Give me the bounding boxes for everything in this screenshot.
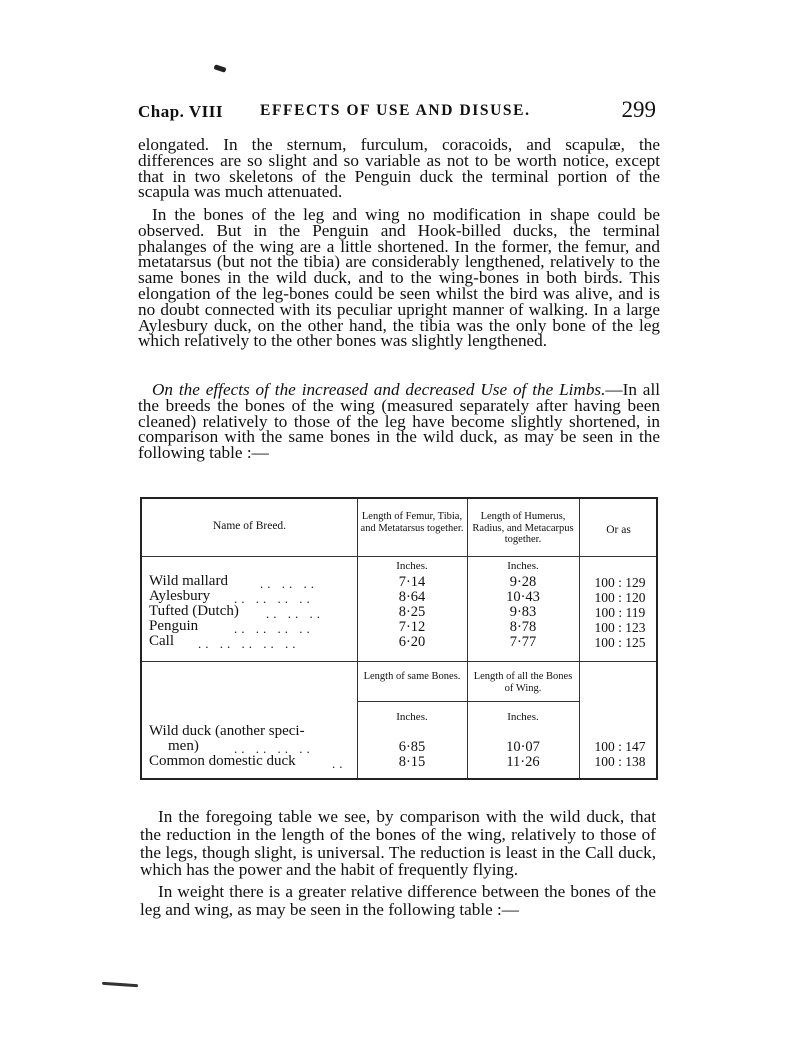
ink-mark bbox=[214, 64, 227, 72]
ratio-value: 100 : 120 bbox=[594, 590, 646, 605]
breed-name: Penguin bbox=[149, 618, 199, 634]
header-ratio: Or as bbox=[606, 524, 631, 536]
leg-value: 8·15 bbox=[398, 754, 426, 770]
ratio-value: 100 : 119 bbox=[594, 605, 646, 620]
leader-dots: .. .. .. bbox=[266, 606, 324, 621]
running-title: EFFECTS OF USE AND DISUSE. bbox=[260, 102, 531, 119]
leg-value: 7·14 bbox=[398, 574, 426, 590]
leg-value: 8·64 bbox=[398, 589, 426, 605]
leader-dots: .. .. .. .. bbox=[234, 741, 314, 756]
paragraph-leg-wing-bones: In the bones of the leg and wing no modification in shape could be observed. But in the Penguin and Hook-billed ducks, the terminal phalanges of the wing are a little shortened. In the former, the femur, and metatarsus (but not the tibia) are considerably lengthened, relatively to the same bones in the wild duck, and to the wing-bones in both birds. This elongation of the leg-bones could be seen whilst the bird was alive, and is no doubt connected with its peculiar upright manner of walking. In a large Aylesbury duck, on the other hand, the tibia was the only bone of the leg which relatively to the other bones was slightly lengthened. bbox=[138, 205, 660, 351]
leader-dots: .. .. .. bbox=[260, 576, 318, 591]
leg-value: 6·85 bbox=[398, 739, 426, 755]
wing-value: 9·83 bbox=[509, 604, 537, 620]
wing-value: 10·43 bbox=[506, 589, 540, 605]
section-body: —In all the breeds the bones of the wing (measured separately after having been cleaned) relatively to those of the leg have become slightly shortened, in comparison with the same bones in the wild duck, as may be seen in the following table :— bbox=[138, 380, 660, 463]
leg-value: 8·25 bbox=[398, 604, 426, 620]
paragraph-use-of-limbs bbox=[138, 382, 660, 461]
chapter-label: Chap. VIII bbox=[138, 102, 224, 121]
units-leg: Inches. bbox=[396, 711, 428, 723]
header-breed: Name of Breed. bbox=[212, 520, 287, 532]
breed-name: Wild duck (another speci- bbox=[149, 723, 305, 739]
section-heading: On the effects of the increased and decreased Use of the Limbs. bbox=[152, 380, 606, 399]
leader-dots: .. bbox=[332, 756, 347, 771]
breed-name: Tufted (Dutch) bbox=[149, 603, 239, 619]
ratio-value: 100 : 147 bbox=[594, 739, 646, 754]
wing-value: 10·07 bbox=[506, 739, 540, 755]
wing-value: 11·26 bbox=[506, 754, 540, 770]
leader-dots: .. .. .. .. bbox=[234, 621, 314, 636]
running-header bbox=[138, 97, 656, 127]
paragraph-weight: In weight there is a greater relative difference between the bones of the leg and wing, as may be seen in the following table :— bbox=[140, 882, 656, 919]
ratio-value: 100 : 129 bbox=[594, 575, 646, 590]
subheader-leg-length: Length of same Bones. bbox=[363, 671, 461, 682]
header-leg-length: Length of Femur, Tibia, and Metatarsus together. bbox=[360, 511, 464, 534]
breed-name: Wild mallard bbox=[149, 573, 228, 589]
leg-value: 7·12 bbox=[398, 619, 426, 635]
paragraph-sternum: elongated. In the sternum, furculum, coracoids, and scapulæ, the differences are so slight and so variable as not to be worth notice, except that in two skeletons of the Penguin duck the terminal portion of the scapula was much attenuated. bbox=[138, 135, 660, 202]
wing-value: 9·28 bbox=[509, 574, 537, 590]
units-wing: Inches. bbox=[507, 711, 539, 723]
wing-value: 8·78 bbox=[509, 619, 537, 635]
breed-name: Aylesbury bbox=[149, 588, 211, 604]
breed-name-continued: men) bbox=[168, 738, 199, 754]
ink-mark bbox=[102, 982, 138, 988]
units-leg: Inches. bbox=[396, 560, 428, 572]
ratio-value: 100 : 125 bbox=[594, 635, 646, 650]
page-number: 299 bbox=[621, 97, 656, 122]
wing-value: 7·77 bbox=[509, 634, 537, 650]
ratio-value: 100 : 123 bbox=[594, 620, 646, 635]
breed-name: Common domestic duck bbox=[149, 753, 296, 769]
breed-name: Call bbox=[149, 633, 174, 649]
units-wing: Inches. bbox=[507, 560, 539, 572]
leg-value: 6·20 bbox=[398, 634, 426, 650]
leader-dots: .. .. .. .. .. bbox=[198, 636, 300, 651]
bone-length-table bbox=[140, 497, 658, 780]
subheader-wing-length: Length of all the Bones of Wing. bbox=[473, 671, 573, 694]
ratio-value: 100 : 138 bbox=[594, 754, 646, 769]
paragraph-foregoing-table: In the foregoing table we see, by comparison with the wild duck, that the reduction in the length of the bones of the wing, relatively to those of the legs, though slight, is universal. The reduction is least in the Call duck, which has the power and the habit of frequently flying. bbox=[140, 807, 656, 880]
leader-dots: .. .. .. .. bbox=[234, 591, 314, 606]
header-wing-length: Length of Humerus, Radius, and Metacarpus together. bbox=[472, 511, 574, 545]
